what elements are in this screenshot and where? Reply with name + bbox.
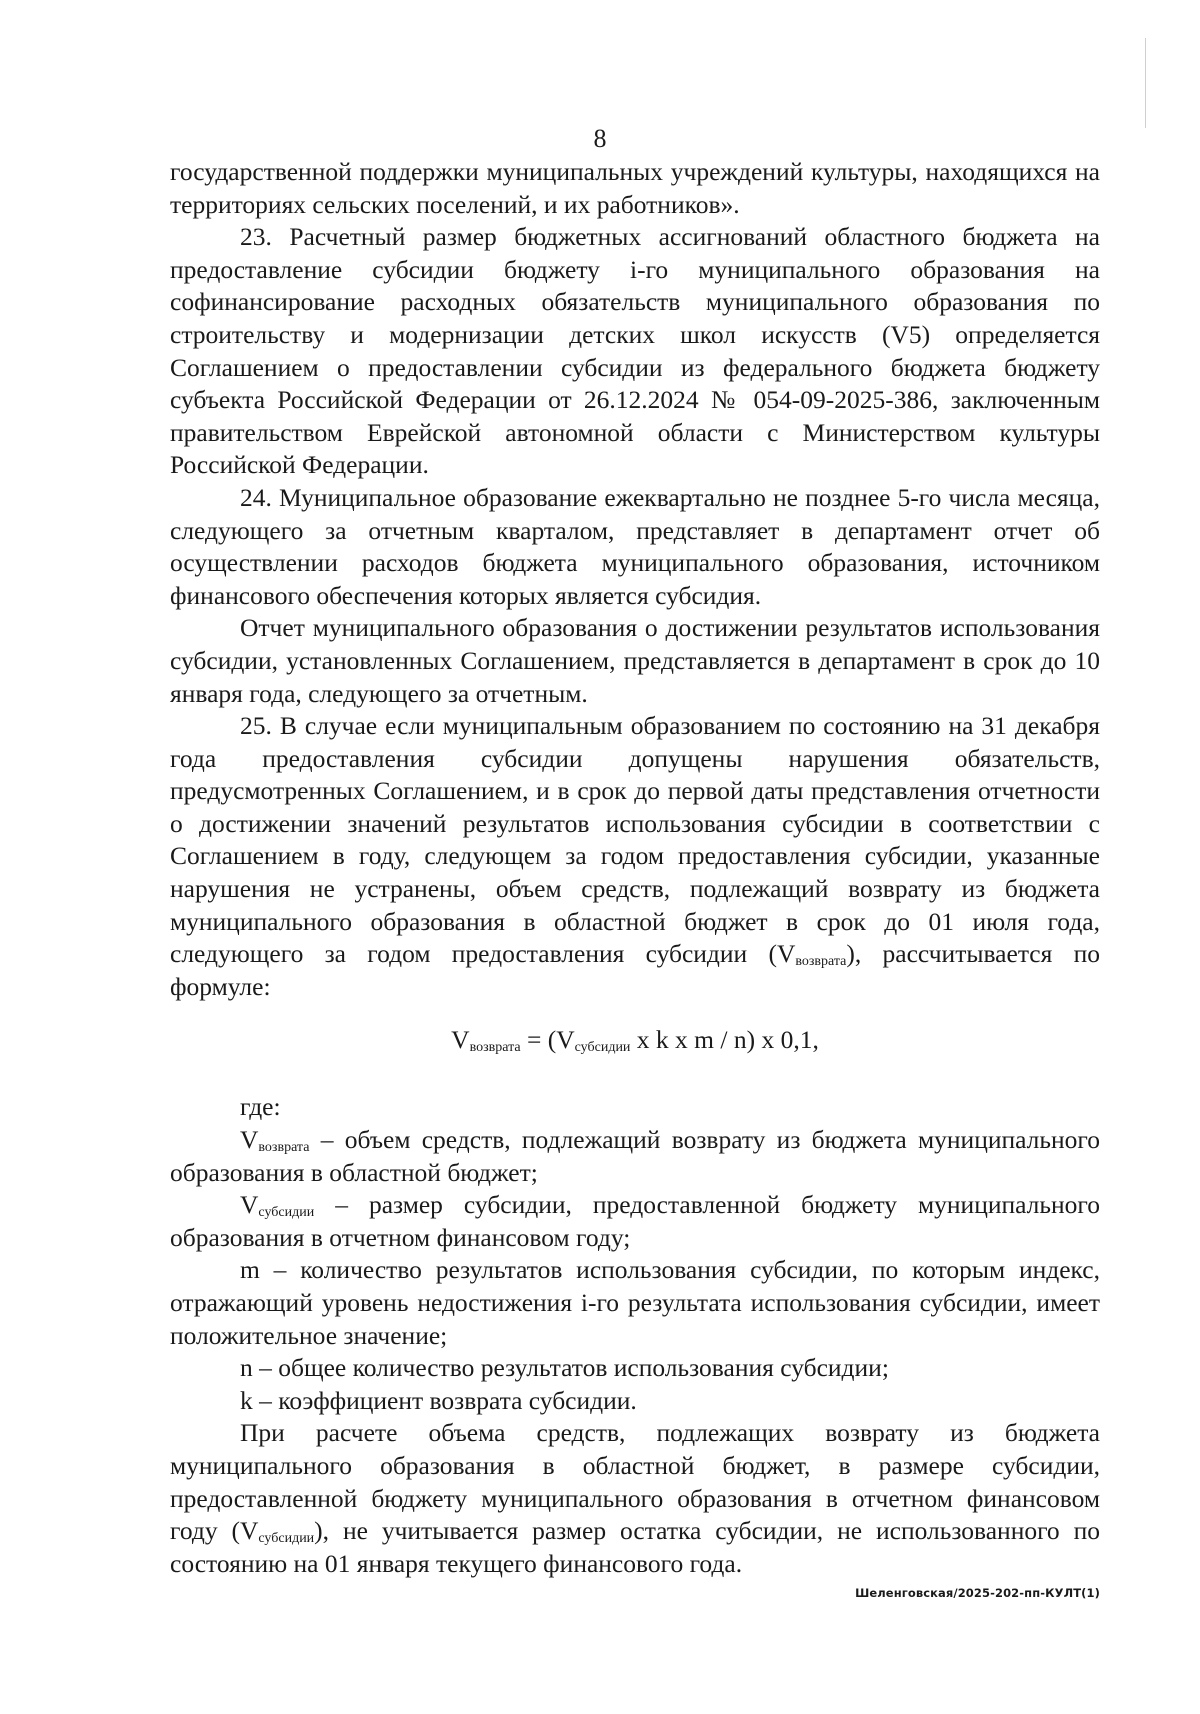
paragraph-25-text: 25. В случае если муниципальным образованием по состоянию на 31 декабря года предоставления субсидии допущены нарушения обязательств, предусмотренных Соглашением, и в срок до первой даты представления отчетности о достижении значений результатов использования субсидии в соответствии с Соглашением в году, следующем за годом предоставления субсидии, указанные нарушения не устранены, объем средств, подлежащий возврату из бюджета муниципального образования в областной бюджет в срок до 01 июля года, следующего за годом предоставления субсидии (V [170, 711, 1100, 969]
where-label: где: [240, 1092, 281, 1122]
page-number: 8 [593, 124, 607, 153]
document-body [170, 156, 1100, 1580]
paragraph-final-subscript: субсидии [258, 1531, 315, 1547]
definition-v-return: $V_{возврата}$ – объем средств, подлежащий возврату из бюджета муниципального образования в областной бюджет; [170, 1125, 1100, 1187]
subscript-vozvrata: возврата [795, 954, 847, 970]
document-code-footer: Шеленговская/2025-202-пп-КУЛТ(1) [855, 1586, 1100, 1600]
definition-m: m – количество результатов использования субсидии, по которым индекс, отражающий уровень недостижения i-го результата использования субсидии, имеет положительное значение; [170, 1255, 1100, 1350]
paragraph-intro: государственной поддержки муниципальных учреждений культуры, находящихся на территориях сельских поселений, и их работников». [170, 157, 1100, 219]
definition-v-return-text: – объем средств, подлежащий возврату из бюджета муниципального образования в областной бюджет; [170, 1125, 1100, 1187]
paragraph-final-tail: ), не учитывается размер остатка субсидии, не использованного по состоянию на 01 января текущего финансового года. [170, 1516, 1100, 1578]
scan-edge-mark [1145, 38, 1146, 128]
definition-k: k – коэффициент возврата субсидии. [240, 1385, 637, 1415]
definition-v-return-subscript: возврата [258, 1140, 310, 1156]
paragraph-24: 24. Муниципальное образование ежеквартально не позднее 5-го числа месяца, следующего за отчетным кварталом, представляет в департамент отчет об осуществлении расходов бюджета муниципального образования, источником финансового обеспечения которых является субсидия. [170, 482, 1100, 610]
formula-lhs-subscript: возврата [469, 1040, 521, 1056]
formula: $V_{возврата} = (V_{субсидии}$ x k x m / n) x 0,1, [451, 1025, 819, 1056]
paragraph-25-tail: ), рассчитывается по формуле: [170, 939, 1100, 1001]
definition-n: n – общее количество результатов использования субсидии; [240, 1353, 889, 1383]
paragraph-25 [170, 710, 1100, 1003]
definition-v-subsidy-subscript: субсидии [258, 1205, 315, 1221]
paragraph-23: 23. Расчетный размер бюджетных ассигнований областного бюджета на предоставление субсидии бюджету i-го муниципального образования на софинансирование расходных обязательств муниципального образования по строительству и модернизации детских школ искусств (V5) определяется Соглашением о предоставлении субсидии из федерального бюджета бюджету субъекта Российской Федерации от 26.12.2024 № 054-09-2025-386, заключенным правительством Еврейской автономной области с Министерством культуры Российской Федерации. [170, 222, 1100, 480]
paragraph-final [170, 1417, 1100, 1580]
definition-v-subsidy: $V_{субсидии}$ – размер субсидии, предоставленной бюджету муниципального образования в отчетном финансовом году; [170, 1190, 1100, 1252]
paragraph-report: Отчет муниципального образования о достижении результатов использования субсидии, установленных Соглашением, представляется в департамент в срок до 10 января года, следующего за отчетным. [170, 613, 1100, 708]
formula-tail: x k x m / n) x 0,1, [630, 1025, 819, 1055]
paragraph-final-text: При расчете объема средств, подлежащих возврату из бюджета муниципального образования в областной бюджет, в размере субсидии, предоставленной бюджету муниципального образования в отчетном финансовом году (V [170, 1418, 1100, 1546]
formula-rhs-subscript: субсидии [574, 1040, 631, 1056]
formula-eq-open: = (V [520, 1025, 575, 1055]
definition-v-subsidy-text: – размер субсидии, предоставленной бюджету муниципального образования в отчетном финансовом году; [170, 1190, 1100, 1252]
